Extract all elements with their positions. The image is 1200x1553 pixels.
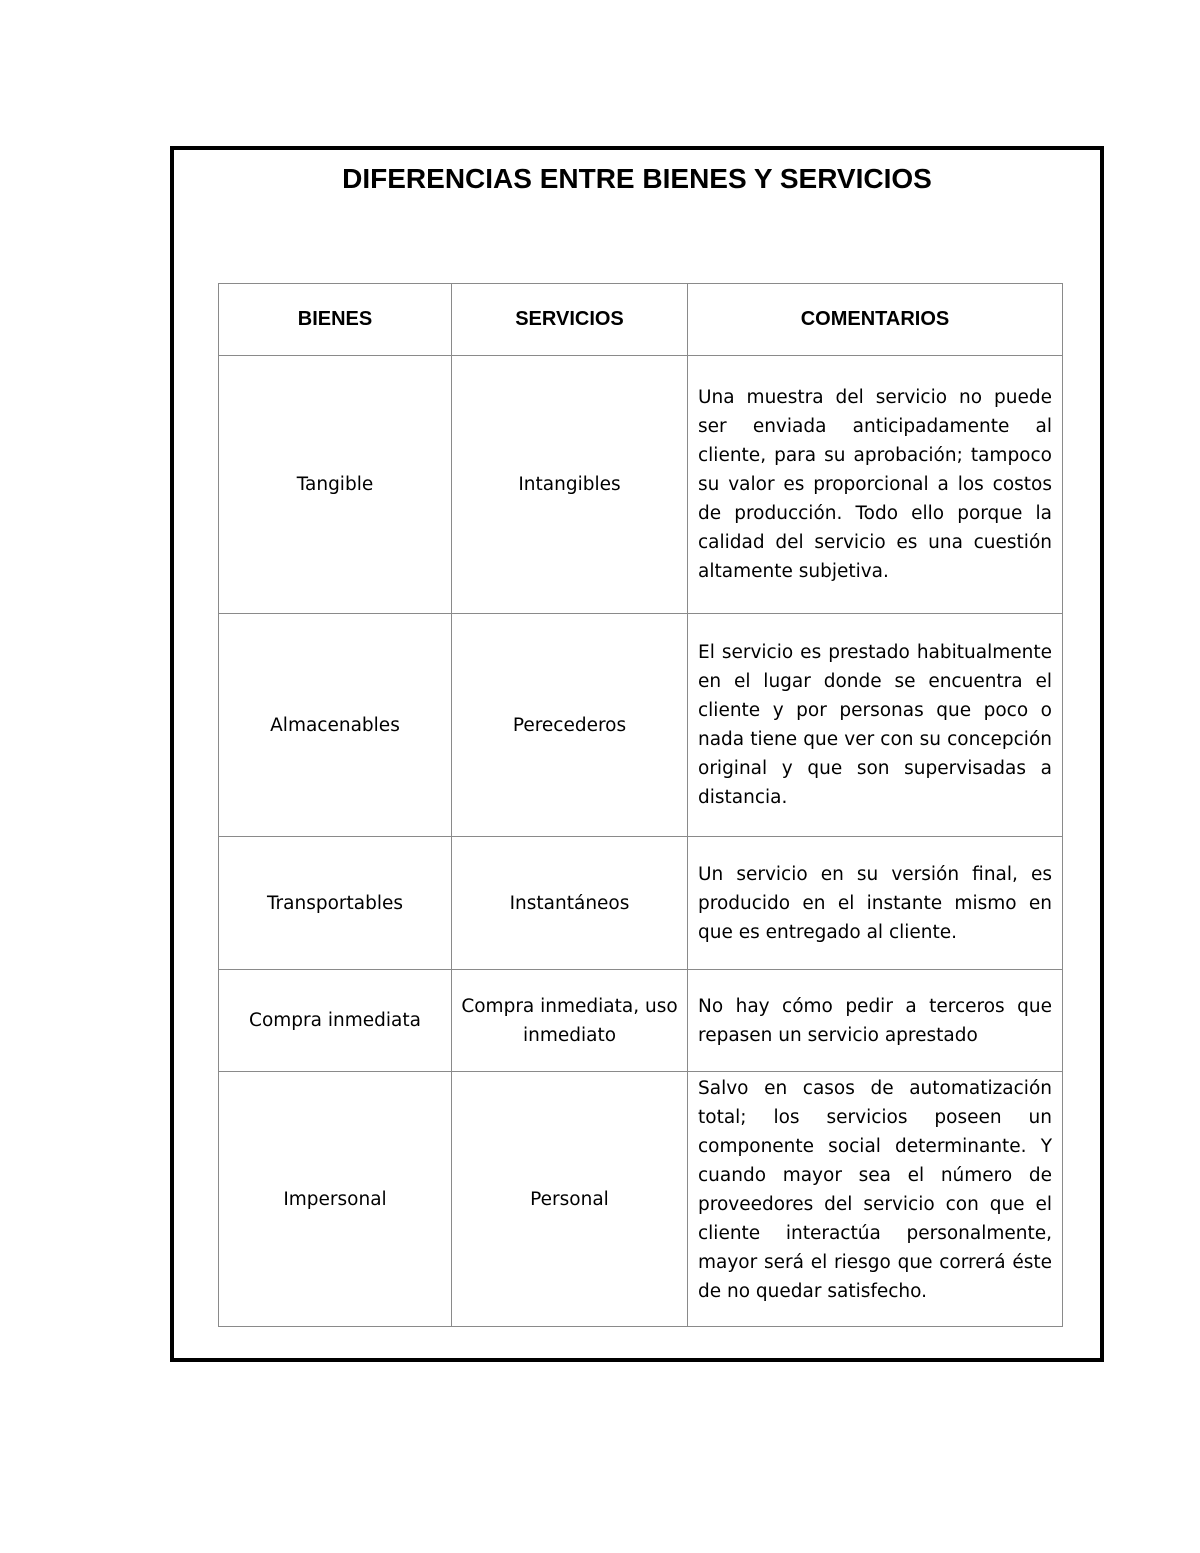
table-row [219,837,1063,970]
table-row [219,1072,1063,1327]
cell-bienes: Transportables [219,837,452,970]
cell-comentarios: Un servicio en su versión final, es producido en el instante mismo en que es entregado al cliente. [688,837,1063,970]
cell-bienes: Compra inmediata [219,970,452,1072]
header-comentarios: COMENTARIOS [688,284,1063,356]
document-frame [170,146,1104,1362]
table-row [219,970,1063,1072]
cell-bienes: Tangible [219,356,452,614]
cell-servicios: Intangibles [452,356,688,614]
differences-table [218,283,1063,1327]
cell-comentarios: No hay cómo pedir a terceros que repasen un servicio aprestado [688,970,1063,1072]
header-bienes: BIENES [219,284,452,356]
document-title: DIFERENCIAS ENTRE BIENES Y SERVICIOS [342,163,932,194]
cell-bienes: Impersonal [219,1072,452,1327]
cell-servicios: Compra inmediata, uso inmediato [452,970,688,1072]
cell-comentarios: Una muestra del servicio no puede ser enviada anticipadamente al cliente, para su aprobación; tampoco su valor es proporcional a los costos de producción. Todo ello porque la calidad del servicio es una cuestión altamente subjetiva. [688,356,1063,614]
cell-bienes: Almacenables [219,614,452,837]
table-header-row [219,284,1063,356]
cell-comentarios: El servicio es prestado habitualmente en el lugar donde se encuentra el cliente y por personas que poco o nada tiene que ver con su concepción original y que son supervisadas a distancia. [688,614,1063,837]
cell-servicios: Perecederos [452,614,688,837]
cell-servicios: Personal [452,1072,688,1327]
table-row [219,356,1063,614]
header-servicios: SERVICIOS [452,284,688,356]
table-row [219,614,1063,837]
cell-servicios: Instantáneos [452,837,688,970]
cell-comentarios: Salvo en casos de automatización total; los servicios poseen un componente social determinante. Y cuando mayor sea el número de proveedores del servicio con que el cliente interactúa personalmente, mayor será el riesgo que correrá éste de no quedar satisfecho. [688,1072,1063,1327]
